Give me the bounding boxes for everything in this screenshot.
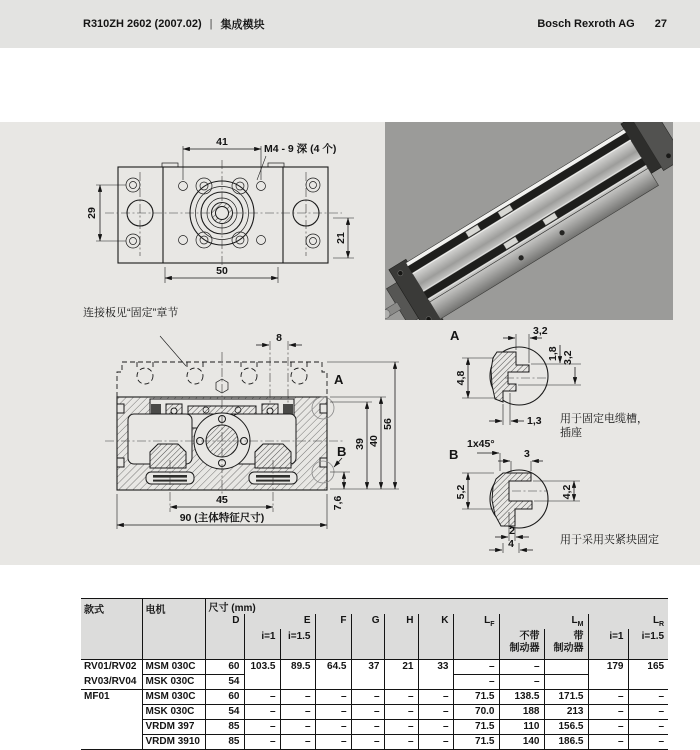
col-header-e-i15: i=1.5 xyxy=(280,629,315,660)
cell-with-brake xyxy=(544,660,588,675)
cell-k: – xyxy=(418,735,453,750)
cell-lf: – xyxy=(453,660,499,675)
detail-b-dim-3: 3 xyxy=(524,448,530,460)
col-header-e: E xyxy=(244,614,315,629)
dim-41-label: 41 xyxy=(216,136,228,148)
detail-a-dim-4-8: 4,8 xyxy=(455,370,467,386)
cell-e-i15: – xyxy=(280,705,315,720)
cell-with-brake: 213 xyxy=(544,705,588,720)
section-label-a: A xyxy=(334,372,344,387)
col-header-h: H xyxy=(384,614,418,660)
detail-a-note-line2: 插座 xyxy=(560,427,582,439)
cell-no-brake: 138.5 xyxy=(499,690,544,705)
cell-lf: – xyxy=(453,675,499,690)
dim-90-label: 90 (主体特征尺寸) xyxy=(179,512,265,524)
cell-motor: MSM 030C xyxy=(142,690,205,705)
detail-b-label: B xyxy=(449,447,459,462)
doc-reference: R310ZH 2602 (2007.02) xyxy=(83,18,202,30)
cell-no-brake: 188 xyxy=(499,705,544,720)
detail-b-drawing xyxy=(449,438,659,553)
table-row xyxy=(81,660,668,675)
cell-d: 60 xyxy=(205,660,244,675)
detail-b-dim-4-2: 4,2 xyxy=(561,484,573,500)
cell-g: – xyxy=(351,735,384,750)
cell-d: 54 xyxy=(205,705,244,720)
cell-lr-i1: – xyxy=(588,720,628,735)
cell-g: 37 xyxy=(351,660,384,690)
cell-f: – xyxy=(315,735,351,750)
detail-a-note-line1: 用于固定电缆槽， xyxy=(560,413,648,425)
connection-plate-note: 连接板见“固定”章节 xyxy=(83,307,179,319)
product-photo xyxy=(358,100,691,347)
cell-motor: VRDM 397 xyxy=(142,720,205,735)
cell-with-brake: 171.5 xyxy=(544,690,588,705)
detail-a-dim-3-2-top: 3,2 xyxy=(533,325,548,337)
col-header-lr: $L_R$ xyxy=(652,615,665,628)
cell-d: 85 xyxy=(205,720,244,735)
cell-lr-i15: – xyxy=(628,735,668,750)
cell-e-i1: 103.5 xyxy=(244,660,280,690)
cell-lr-i15: – xyxy=(628,705,668,720)
detail-a-label: A xyxy=(450,328,460,343)
cell-k: – xyxy=(418,690,453,705)
cell-h: – xyxy=(384,690,418,705)
cell-style: RV01/RV02 xyxy=(81,660,142,675)
cell-lr-i1: – xyxy=(588,735,628,750)
cell-h: – xyxy=(384,705,418,720)
cell-g: – xyxy=(351,720,384,735)
page-header-band xyxy=(0,0,700,48)
cell-e-i15: – xyxy=(280,690,315,705)
cell-no-brake: 110 xyxy=(499,720,544,735)
cell-no-brake: – xyxy=(499,675,544,690)
cell-motor: VRDM 3910 xyxy=(142,735,205,750)
dim-56-label: 56 xyxy=(382,418,394,430)
cell-style: RV03/RV04 xyxy=(81,675,142,690)
cell-lf: 71.5 xyxy=(453,735,499,750)
cell-style: MF01 xyxy=(81,690,142,750)
detail-a-dim-3-2-right: 3,2 xyxy=(562,350,574,365)
cell-lr-i15: – xyxy=(628,690,668,705)
brand-name: Bosch Rexroth AG xyxy=(537,18,635,30)
section-label-b: B xyxy=(337,444,347,459)
end-view-drawing xyxy=(86,136,354,283)
figure-panel xyxy=(0,122,700,565)
cell-motor: MSK 030C xyxy=(142,675,205,690)
cell-e-i15: – xyxy=(280,720,315,735)
cell-k: – xyxy=(418,720,453,735)
header-right xyxy=(537,18,667,30)
col-header-lm: $L_M$ xyxy=(499,614,588,629)
col-header-lr-i1: i=1 xyxy=(588,629,628,660)
table-row xyxy=(81,720,668,735)
cell-f: – xyxy=(315,705,351,720)
col-header-k: K xyxy=(418,614,453,660)
cell-e-i15: – xyxy=(280,735,315,750)
col-header-with-brake: 带 制动器 xyxy=(544,629,588,660)
detail-a-drawing xyxy=(450,325,648,439)
dimensions-table xyxy=(81,598,668,750)
header-left xyxy=(83,16,265,32)
col-header-f: F xyxy=(315,614,351,660)
cell-g: – xyxy=(351,690,384,705)
detail-a-dim-1-3: 1,3 xyxy=(527,415,542,427)
detail-b-chamfer-label: 1x45° xyxy=(467,438,495,450)
cell-with-brake: 156.5 xyxy=(544,720,588,735)
cell-h: 21 xyxy=(384,660,418,690)
cell-with-brake xyxy=(544,675,588,690)
section-title: 集成模块 xyxy=(220,19,265,31)
dim-29-label: 29 xyxy=(86,207,98,219)
col-header-no-brake: 不带 制动器 xyxy=(499,629,544,660)
cell-d: 60 xyxy=(205,690,244,705)
detail-b-note: 用于采用夹紧块固定 xyxy=(560,534,659,546)
cell-lf: 71.5 xyxy=(453,720,499,735)
table-row xyxy=(81,735,668,750)
dim-45-label: 45 xyxy=(216,494,228,506)
cross-section-drawing xyxy=(105,332,399,529)
cell-k: – xyxy=(418,705,453,720)
detail-b-dim-2: 2 xyxy=(509,525,515,537)
col-header-dims: 尺寸 (mm) xyxy=(205,599,668,615)
cell-lf: 70.0 xyxy=(453,705,499,720)
cell-e-i1: – xyxy=(244,735,280,750)
page-number: 27 xyxy=(654,18,667,30)
cell-lr-i1: – xyxy=(588,705,628,720)
cell-f: 64.5 xyxy=(315,660,351,690)
col-header-motor: 电机 xyxy=(142,599,205,660)
col-header-lf: $L_F$ xyxy=(453,614,499,660)
table-row xyxy=(81,705,668,720)
m4-callout-label: M4 - 9 深 (4 个) xyxy=(264,143,337,155)
col-header-g: G xyxy=(351,614,384,660)
cell-no-brake: – xyxy=(499,660,544,675)
col-header-lr-i15: i=1.5 xyxy=(628,629,668,660)
cell-g: – xyxy=(351,705,384,720)
table-row xyxy=(81,690,668,705)
cell-e-i1: – xyxy=(244,705,280,720)
col-header-e-i1: i=1 xyxy=(244,629,280,660)
cell-d: 85 xyxy=(205,735,244,750)
cell-h: – xyxy=(384,720,418,735)
dim-39-label: 39 xyxy=(354,438,366,450)
cell-e-i1: – xyxy=(244,690,280,705)
cell-motor: MSK 030C xyxy=(142,705,205,720)
cell-lr-i1: – xyxy=(588,690,628,705)
cell-lr-i15: 165 xyxy=(628,660,668,690)
dim-40-label: 40 xyxy=(368,435,380,447)
dim-8-label: 8 xyxy=(276,332,282,344)
cell-motor: MSM 030C xyxy=(142,660,205,675)
cell-lr-i1: 179 xyxy=(588,660,628,690)
cell-d: 54 xyxy=(205,675,244,690)
col-header-d: D xyxy=(205,614,244,660)
dim-21-label: 21 xyxy=(335,232,347,244)
cell-lf: 71.5 xyxy=(453,690,499,705)
detail-a-dim-1-8: 1,8 xyxy=(547,346,559,361)
cell-f: – xyxy=(315,720,351,735)
header-separator: | xyxy=(209,18,213,30)
technical-drawings xyxy=(0,122,700,565)
cell-e-i1: – xyxy=(244,720,280,735)
col-header-style: 款式 xyxy=(81,599,142,660)
cell-k: 33 xyxy=(418,660,453,690)
detail-b-dim-5-2: 5,2 xyxy=(455,484,467,500)
dim-7-6-label: 7,6 xyxy=(332,495,344,511)
detail-b-dim-4: 4 xyxy=(508,538,514,550)
cell-e-i15: 89.5 xyxy=(280,660,315,690)
dim-50-label: 50 xyxy=(216,265,228,277)
cell-f: – xyxy=(315,690,351,705)
cell-with-brake: 186.5 xyxy=(544,735,588,750)
cell-no-brake: 140 xyxy=(499,735,544,750)
cell-lr-i15: – xyxy=(628,720,668,735)
cell-h: – xyxy=(384,735,418,750)
